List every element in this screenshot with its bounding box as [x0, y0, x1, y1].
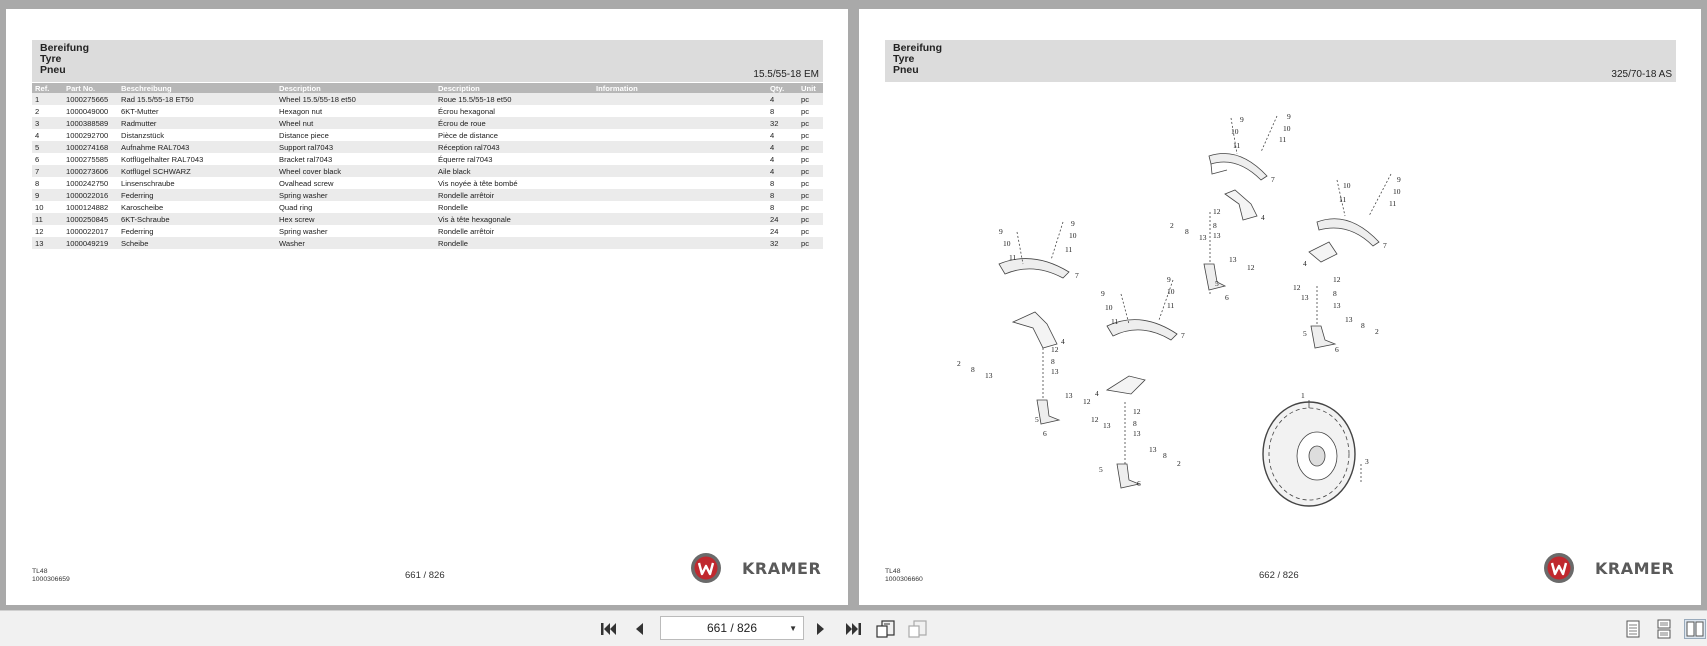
svg-text:5: 5 [1099, 465, 1103, 474]
cell-part-no: 1000124882 [66, 202, 109, 212]
header-title-fr: Pneu [40, 64, 66, 76]
svg-text:11: 11 [1389, 199, 1397, 208]
svg-text:13: 13 [1133, 429, 1141, 438]
cell-unit: pc [801, 130, 810, 140]
cell-qty: 4 [767, 93, 798, 105]
two-page-view-button[interactable] [1684, 619, 1706, 639]
cell-beschreibung: Karoscheibe [121, 202, 164, 212]
header-title-en: Tyre [40, 53, 62, 65]
cell-ref: 7 [32, 165, 63, 177]
cell-part-no: 1000250845 [63, 213, 118, 225]
cell-beschreibung: Distanzstück [121, 130, 165, 140]
cell-information [593, 141, 767, 153]
fender-assembly-top [1204, 116, 1277, 294]
svg-text:7: 7 [1271, 175, 1275, 184]
cell-information [593, 177, 767, 189]
two-page-view-icon [1686, 621, 1704, 637]
cell-qty: 32 [767, 117, 798, 129]
cell-ref: 1 [32, 93, 63, 105]
svg-text:12: 12 [1333, 275, 1341, 284]
cell-ref: 12 [35, 226, 44, 236]
cell-unit: pc [801, 154, 810, 164]
cell-description-en: Washer [276, 237, 435, 249]
cell-information [593, 189, 767, 201]
cell-unit: pc [801, 202, 810, 212]
col-beschreibung: Beschreibung [118, 83, 276, 93]
footer-doc-info [885, 568, 923, 584]
svg-text:9: 9 [1287, 112, 1291, 121]
cell-beschreibung: Radmutter [118, 117, 276, 129]
cell-qty: 4 [767, 141, 798, 153]
cell-description-en: Wheel cover black [276, 165, 435, 177]
cell-beschreibung: 6KT-Mutter [121, 106, 159, 116]
svg-text:12: 12 [1133, 407, 1141, 416]
footer-doc-info [32, 568, 70, 584]
cell-qty: 24 [767, 213, 798, 225]
chevron-down-icon[interactable]: ▼ [789, 624, 797, 633]
svg-text:6: 6 [1137, 479, 1141, 488]
footer-model: TL48 [32, 568, 48, 575]
svg-text:13: 13 [1345, 315, 1353, 324]
exploded-parts-drawing [957, 104, 1479, 534]
cell-ref: 8 [35, 178, 40, 188]
table-row [32, 237, 823, 249]
cell-part-no: 1000275665 [63, 93, 118, 105]
brand-name: KRAMER [742, 559, 822, 578]
svg-text:13: 13 [1103, 421, 1111, 430]
svg-text:11: 11 [1279, 135, 1287, 144]
svg-text:11: 11 [1111, 317, 1119, 326]
table-row [32, 141, 823, 153]
col-ref: Ref. [32, 83, 63, 93]
svg-text:10: 10 [1069, 231, 1077, 240]
cell-ref: 9 [32, 189, 63, 201]
col-description-fr: Description [435, 83, 593, 93]
table-row [32, 129, 823, 141]
svg-text:4: 4 [1095, 389, 1099, 398]
cell-description-fr: Aile black [435, 165, 593, 177]
footer-doc-no: 1000306660 [885, 576, 923, 583]
cell-information [593, 105, 767, 117]
footer-model: TL48 [885, 568, 901, 575]
cell-unit: pc [798, 237, 823, 249]
fit-width-button[interactable] [907, 619, 929, 639]
fit-page-button[interactable] [875, 619, 897, 639]
svg-text:13: 13 [1065, 391, 1073, 400]
svg-text:13: 13 [1199, 233, 1207, 242]
cell-description-en: Quad ring [279, 202, 313, 212]
svg-text:8: 8 [1333, 289, 1337, 298]
cell-qty: 8 [770, 202, 775, 212]
cell-information [593, 129, 767, 141]
footer-doc-no: 1000306659 [32, 576, 70, 583]
svg-text:13: 13 [985, 371, 993, 380]
header-title-de: Bereifung [40, 42, 90, 54]
svg-text:1: 1 [1301, 391, 1305, 400]
cell-information [593, 201, 767, 213]
svg-text:10: 10 [1167, 287, 1175, 296]
last-page-icon [844, 621, 862, 637]
single-page-view-icon [1625, 620, 1641, 638]
footer-page-number: 661 / 826 [405, 570, 445, 581]
header-model: 15.5/55-18 EM [753, 69, 819, 80]
svg-text:8: 8 [1185, 227, 1189, 236]
cell-description-en: Ovalhead screw [279, 178, 334, 188]
svg-text:6: 6 [1043, 429, 1047, 438]
table-row [32, 117, 823, 129]
svg-text:12: 12 [1083, 397, 1091, 406]
continuous-view-icon [1655, 620, 1673, 638]
svg-text:2: 2 [957, 359, 961, 368]
cell-description-en: Wheel 15.5/55-18 et50 [276, 93, 435, 105]
next-page-button[interactable] [810, 619, 832, 639]
cell-part-no: 1000292700 [66, 130, 109, 140]
svg-text:10: 10 [1283, 124, 1291, 133]
cell-description-en: Hexagon nut [279, 106, 323, 116]
previous-page-icon [632, 621, 646, 637]
header-model: 325/70-18 AS [1611, 69, 1672, 80]
fit-width-icon [908, 620, 928, 638]
svg-text:7: 7 [1383, 241, 1387, 250]
col-information: Information [593, 83, 767, 93]
svg-text:12: 12 [1051, 345, 1059, 354]
svg-text:8: 8 [1051, 357, 1055, 366]
cell-beschreibung: Kotflügel SCHWARZ [118, 165, 276, 177]
cell-ref: 5 [32, 141, 63, 153]
svg-text:2: 2 [1177, 459, 1181, 468]
header-title-de: Bereifung [893, 42, 943, 54]
cell-description-fr: Réception ral7043 [435, 141, 593, 153]
next-page-icon [814, 621, 828, 637]
section-header [885, 40, 1676, 82]
cell-description-en: Bracket ral7043 [279, 154, 333, 164]
wheel-tyre [1263, 400, 1361, 506]
cell-beschreibung: Linsenschraube [121, 178, 175, 188]
cell-beschreibung: Federring [121, 226, 154, 236]
viewer-toolbar [0, 610, 1707, 646]
cell-information [593, 117, 767, 129]
svg-text:13: 13 [1301, 293, 1309, 302]
svg-text:13: 13 [1333, 301, 1341, 310]
svg-text:12: 12 [1247, 263, 1255, 272]
svg-text:11: 11 [1339, 195, 1347, 204]
cell-information [593, 153, 767, 165]
cell-ref: 3 [32, 117, 63, 129]
col-part-no: Part No. [63, 83, 118, 93]
table-row [32, 213, 823, 225]
svg-text:8: 8 [1361, 321, 1365, 330]
cell-ref: 11 [32, 213, 63, 225]
cell-description-fr: Écrou hexagonal [438, 106, 495, 116]
first-page-button[interactable] [598, 619, 620, 639]
svg-text:11: 11 [1167, 301, 1175, 310]
last-page-button[interactable] [842, 619, 864, 639]
cell-unit: pc [798, 93, 823, 105]
svg-text:10: 10 [1343, 181, 1351, 190]
first-page-icon [600, 621, 618, 637]
cell-description-fr: Rondelle arrêtoir [435, 189, 593, 201]
cell-part-no: 1000388589 [63, 117, 118, 129]
cell-unit: pc [801, 178, 810, 188]
svg-text:13: 13 [1229, 255, 1237, 264]
cell-part-no: 1000273606 [63, 165, 118, 177]
brand-name: KRAMER [1595, 559, 1675, 578]
col-description-en: Description [276, 83, 435, 93]
table-header-row [32, 83, 823, 93]
previous-page-button[interactable] [628, 619, 650, 639]
svg-text:9: 9 [1167, 275, 1171, 284]
cell-qty: 4 [770, 154, 775, 164]
svg-text:10: 10 [1231, 127, 1239, 136]
cell-ref: 2 [35, 106, 40, 116]
col-qty: Qty. [767, 83, 798, 93]
cell-unit: pc [798, 189, 823, 201]
cell-beschreibung: Rad 15.5/55-18 ET50 [118, 93, 276, 105]
cell-description-fr: Rondelle [435, 237, 593, 249]
svg-text:9: 9 [1240, 115, 1244, 124]
cell-description-en: Hex screw [276, 213, 435, 225]
svg-text:9: 9 [999, 227, 1003, 236]
svg-text:9: 9 [1071, 219, 1075, 228]
cell-description-fr: Rondelle [438, 202, 468, 212]
cell-description-en: Wheel nut [276, 117, 435, 129]
svg-text:6: 6 [1225, 293, 1229, 302]
cell-qty: 8 [767, 189, 798, 201]
svg-text:13: 13 [1051, 367, 1059, 376]
cell-part-no: 1000242750 [66, 178, 109, 188]
cell-description-fr: Roue 15.5/55-18 et50 [435, 93, 593, 105]
cell-part-no: 1000274168 [63, 141, 118, 153]
table-row [32, 177, 823, 189]
cell-unit: pc [798, 213, 823, 225]
table-row [32, 93, 823, 105]
cell-information [593, 165, 767, 177]
svg-text:10: 10 [1003, 239, 1011, 248]
cell-description-fr: Vis noyée à tête bombé [438, 178, 518, 188]
cell-unit: pc [798, 141, 823, 153]
svg-text:9: 9 [1397, 175, 1401, 184]
cell-description-en: Distance piece [279, 130, 329, 140]
svg-text:12: 12 [1213, 207, 1221, 216]
page-indicator: 661 / 826 [706, 621, 758, 635]
kramer-logo-icon [690, 552, 722, 584]
cell-qty: 8 [770, 178, 775, 188]
svg-text:10: 10 [1105, 303, 1113, 312]
table-row [32, 153, 823, 165]
header-title-en: Tyre [893, 53, 915, 65]
cell-part-no: 1000049219 [63, 237, 118, 249]
cell-beschreibung: Kotflügelhalter RAL7043 [121, 154, 204, 164]
cell-beschreibung: Scheibe [118, 237, 276, 249]
cell-part-no: 1000275585 [66, 154, 109, 164]
cell-qty: 32 [767, 237, 798, 249]
cell-unit: pc [798, 165, 823, 177]
cell-part-no: 1000022017 [66, 226, 109, 236]
svg-text:11: 11 [1065, 245, 1073, 254]
svg-text:4: 4 [1261, 213, 1265, 222]
svg-text:3: 3 [1365, 457, 1369, 466]
svg-text:8: 8 [1133, 419, 1137, 428]
cell-qty: 4 [770, 130, 775, 140]
cell-ref: 13 [32, 237, 63, 249]
svg-text:5: 5 [1215, 279, 1219, 288]
single-page-view-button[interactable] [1622, 619, 1644, 639]
svg-text:12: 12 [1091, 415, 1099, 424]
cell-description-fr: Rondelle arrêtoir [438, 226, 495, 236]
cell-description-en: Spring washer [276, 189, 435, 201]
cell-unit: pc [801, 226, 810, 236]
cell-description-en: Support ral7043 [276, 141, 435, 153]
cell-beschreibung: 6KT-Schraube [118, 213, 276, 225]
header-title-fr: Pneu [893, 64, 919, 76]
table-row [32, 201, 823, 213]
svg-text:8: 8 [1163, 451, 1167, 460]
cell-information [593, 237, 767, 249]
cell-beschreibung: Federring [118, 189, 276, 201]
page-number-input[interactable] [660, 616, 804, 640]
svg-text:7: 7 [1181, 331, 1185, 340]
cell-description-fr: Écrou de roue [435, 117, 593, 129]
right-page [859, 9, 1701, 605]
continuous-view-button[interactable] [1653, 619, 1675, 639]
fit-page-icon [876, 620, 896, 638]
kramer-logo-icon [1543, 552, 1575, 584]
cell-part-no: 1000049000 [66, 106, 109, 116]
svg-text:13: 13 [1213, 231, 1221, 240]
svg-text:12: 12 [1293, 283, 1301, 292]
cell-qty: 8 [770, 106, 775, 116]
svg-text:5: 5 [1035, 415, 1039, 424]
cell-ref: 6 [35, 154, 40, 164]
cell-beschreibung: Aufnahme RAL7043 [118, 141, 276, 153]
table-row [32, 105, 823, 117]
cell-ref: 4 [35, 130, 40, 140]
svg-text:8: 8 [971, 365, 975, 374]
cell-qty: 4 [767, 165, 798, 177]
cell-part-no: 1000022016 [63, 189, 118, 201]
svg-text:11: 11 [1009, 253, 1017, 262]
table-row [32, 225, 823, 237]
cell-information [593, 213, 767, 225]
svg-text:6: 6 [1335, 345, 1339, 354]
table-row [32, 189, 823, 201]
svg-text:10: 10 [1393, 187, 1401, 196]
svg-text:4: 4 [1061, 337, 1065, 346]
cell-description-en: Spring washer [279, 226, 328, 236]
svg-text:9: 9 [1101, 289, 1105, 298]
left-page [6, 9, 848, 605]
cell-qty: 24 [770, 226, 779, 236]
cell-ref: 10 [35, 202, 44, 212]
cell-unit: pc [801, 106, 810, 116]
cell-information [593, 93, 767, 105]
table-row [32, 165, 823, 177]
svg-text:8: 8 [1213, 221, 1217, 230]
col-unit: Unit [798, 83, 823, 93]
footer-page-number: 662 / 826 [1259, 570, 1299, 581]
svg-text:11: 11 [1233, 141, 1241, 150]
parts-table [32, 83, 823, 249]
cell-unit: pc [798, 117, 823, 129]
cell-description-fr: Pièce de distance [438, 130, 498, 140]
cell-information [593, 225, 767, 237]
svg-text:5: 5 [1303, 329, 1307, 338]
svg-text:7: 7 [1075, 271, 1079, 280]
svg-text:4: 4 [1303, 259, 1307, 268]
svg-text:2: 2 [1375, 327, 1379, 336]
cell-description-fr: Équerre ral7043 [438, 154, 493, 164]
section-header [32, 40, 823, 82]
cell-description-fr: Vis à tête hexagonale [435, 213, 593, 225]
svg-text:13: 13 [1149, 445, 1157, 454]
svg-text:2: 2 [1170, 221, 1174, 230]
